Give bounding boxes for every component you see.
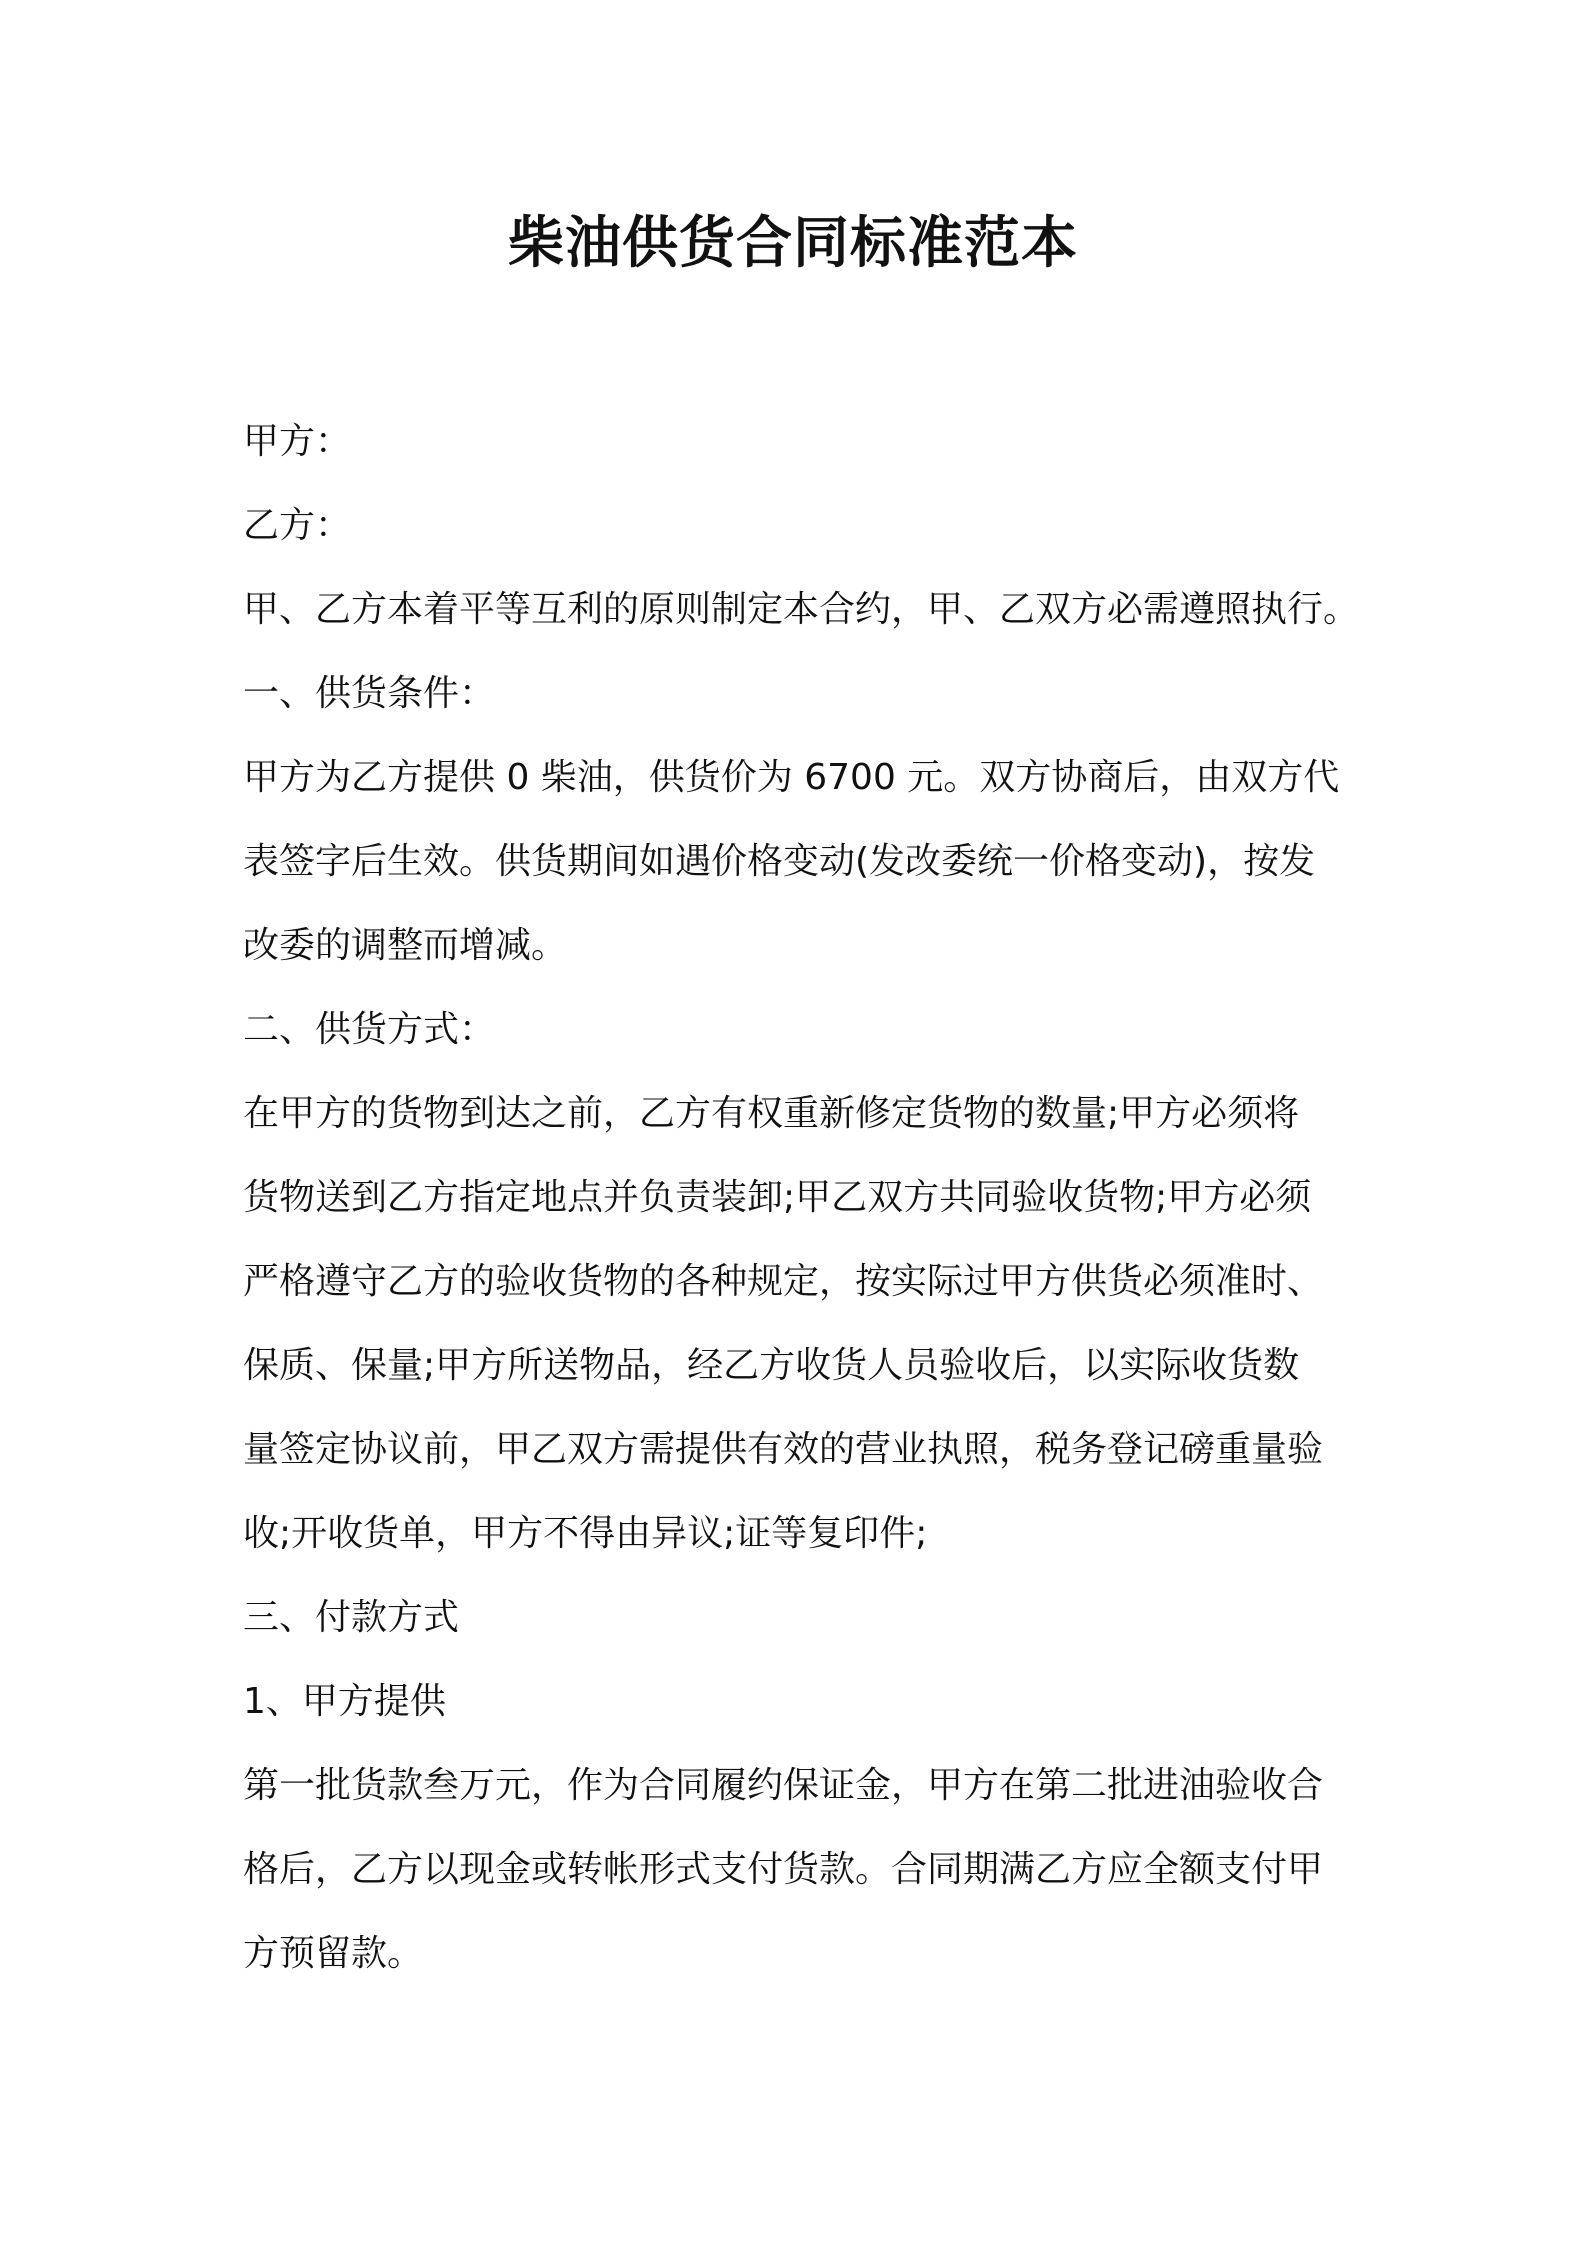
section-heading-supply-conditions: 一、供货条件： [243,673,496,714]
paragraph-line: 第一批货款叁万元，作为合同履约保证金，甲方在第二批进油验收合 [243,1765,1324,1806]
section-heading-payment-method: 三、付款方式 [243,1597,460,1638]
paragraph-line: 量签定协议前，甲乙双方需提供有效的营业执照，税务登记磅重量验 [243,1429,1324,1470]
paragraph-line: 严格遵守乙方的验收货物的各种规定，按实际过甲方供货必须准时、 [243,1261,1324,1302]
paragraph-line: 格后，乙方以现金或转帐形式支付货款。合同期满乙方应全额支付甲 [243,1849,1324,1890]
paragraph-line: 改委的调整而增减。 [243,925,568,966]
paragraph-line: 方预留款。 [243,1933,424,1974]
document-title: 柴油供货合同标准范本 [508,211,1078,276]
paragraph-line: 表签字后生效。供货期间如遇价格变动(发改委统一价格变动)，按发 [243,841,1316,882]
paragraph-line: 在甲方的货物到达之前，乙方有权重新修定货物的数量;甲方必须将 [243,1093,1300,1134]
paragraph-line: 收;开收货单，甲方不得由异议;证等复印件; [243,1513,928,1554]
paragraph-line: 货物送到乙方指定地点并负责装卸;甲乙双方共同验收货物;甲方必须 [243,1177,1312,1218]
document-body [243,400,1363,1996]
party-b-label: 乙方： [243,505,352,546]
party-a-label: 甲方： [243,421,352,462]
subsection-heading: 1、甲方提供 [243,1681,446,1722]
preamble-text: 甲、乙方本着平等互利的原则制定本合约，甲、乙双方必需遵照执行。 [243,589,1360,630]
paragraph-line: 甲方为乙方提供 0 柴油，供货价为 6700 元。双方协商后，由双方代 [243,757,1340,798]
paragraph-line: 保质、保量;甲方所送物品，经乙方收货人员验收后，以实际收货数 [243,1345,1300,1386]
section-heading-supply-method: 二、供货方式： [243,1009,496,1050]
